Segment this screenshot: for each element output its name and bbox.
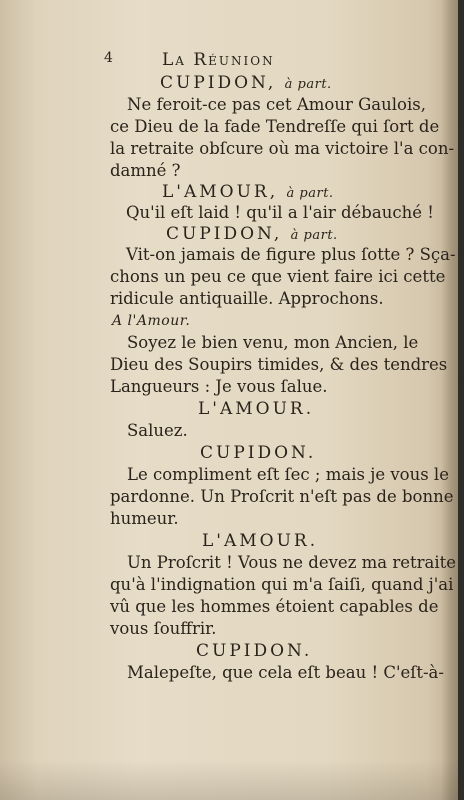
speaker-name: CUPIDON,	[160, 73, 277, 93]
speaker-cupidon	[160, 73, 332, 93]
speaker-amour: L'AMOUR.	[198, 399, 315, 419]
text-line: vû que les hommes étoient capables de	[110, 597, 439, 616]
text-line: humeur.	[110, 509, 179, 528]
text-line: la retraite obſcure où ma victoire l'a con-	[110, 139, 455, 158]
stage-direction: à part.	[286, 186, 334, 201]
text-line: Ne feroit-ce pas cet Amour Gaulois,	[127, 95, 426, 114]
stage-direction: à part.	[284, 77, 332, 92]
running-head: La Réunion	[162, 50, 275, 70]
text-line: Un Proſcrit ! Vous ne devez ma retraite	[127, 553, 457, 572]
speaker-name: L'AMOUR,	[162, 182, 279, 202]
text-line: ridicule antiquaille. Approchons.	[110, 289, 384, 308]
text-line: Soyez le bien venu, mon Ancien, le	[127, 333, 419, 352]
speaker-amour: L'AMOUR.	[202, 531, 319, 551]
speaker-cupidon: CUPIDON.	[196, 641, 313, 661]
text-line: Vit-on jamais de figure plus ſotte ? Sça-	[126, 245, 456, 264]
speaker-name: CUPIDON,	[166, 224, 283, 244]
stage-direction: à part.	[290, 228, 338, 243]
text-line: Langueurs : Je vous ſalue.	[110, 377, 328, 396]
speaker-cupidon: CUPIDON.	[200, 443, 317, 463]
text-line: qu'à l'indignation qui m'a ſaiſi, quand j'ai	[110, 575, 454, 594]
speaker-amour	[162, 182, 334, 202]
text-line: Saluez.	[127, 421, 188, 440]
stage-direction: A l'Amour.	[112, 313, 191, 329]
speaker-cupidon	[166, 224, 338, 244]
text-line: pardonne. Un Proſcrit n'eſt pas de bonne	[110, 487, 454, 506]
text-line: vous ſouffrir.	[110, 619, 217, 638]
page-number: 4	[104, 50, 115, 66]
text-line: Dieu des Soupirs timides, & des tendres	[110, 355, 448, 374]
page-shadow	[0, 760, 464, 800]
book-edge	[458, 0, 464, 800]
text-line: Qu'il eſt laid ! qu'il a l'air débauché !	[126, 203, 434, 222]
text-line: damné ?	[110, 161, 181, 180]
text-line: Malepeſte, que cela eſt beau ! C'eſt-à-	[127, 663, 444, 682]
text-line: chons un peu ce que vient faire ici cette	[110, 267, 446, 286]
text-line: ce Dieu de la fade Tendreſſe qui ſort de	[110, 117, 440, 136]
text-line: Le compliment eſt ſec ; mais je vous le	[127, 465, 449, 484]
